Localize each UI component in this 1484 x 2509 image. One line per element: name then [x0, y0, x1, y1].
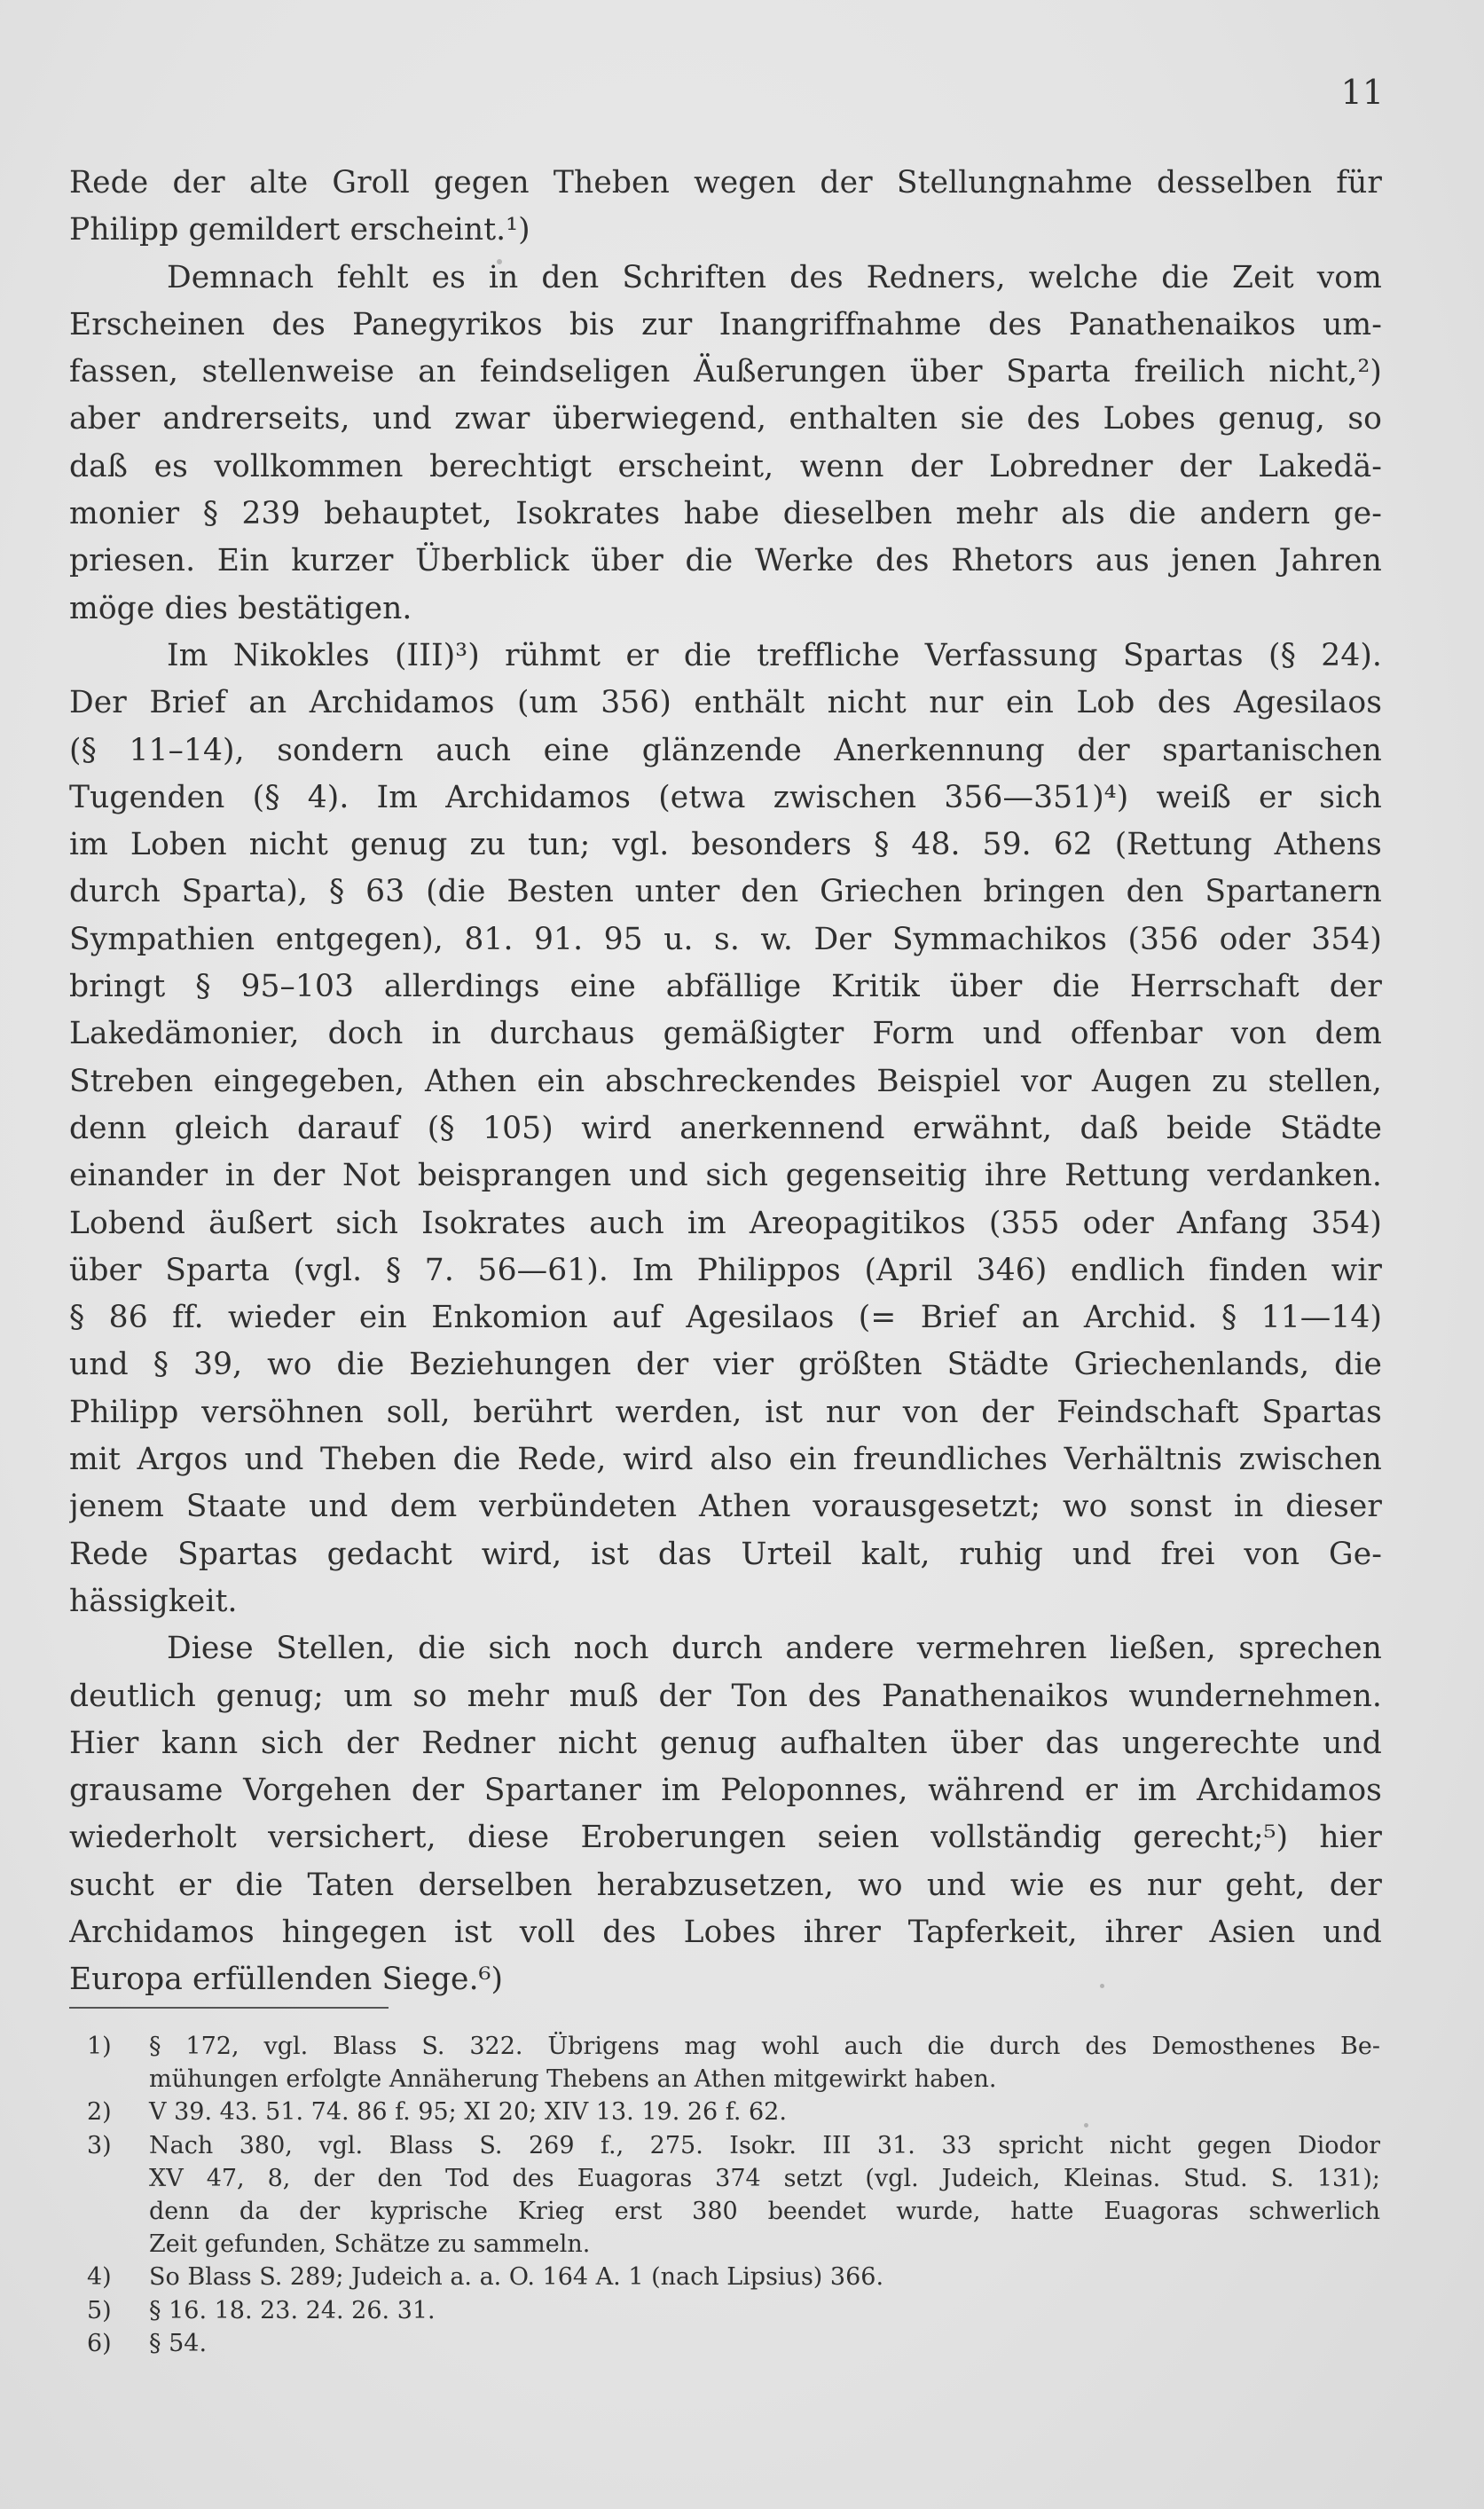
text-line: Lakedämonier, doch in durchaus gemäßigter Form und offenbar von dem — [69, 1016, 1382, 1052]
text-line: fassen, stellenweise an feindseligen Äußerungen über Sparta freilich nicht,²) — [69, 354, 1382, 390]
text-line: aber andrerseits, und zwar überwiegend, enthalten sie des Lobes genug, so — [69, 401, 1382, 437]
text-line: Philipp versöhnen soll, berührt werden, ist nur von der Feindschaft Spartas — [69, 1394, 1382, 1430]
text-line: Sympathien entgegen), 81. 91. 95 u. s. w. Der Symmachikos (356 oder 354) — [69, 921, 1382, 957]
text-line: § 86 ff. wieder ein Enkomion auf Agesilaos (= Brief an Archid. § 11—14) — [69, 1300, 1382, 1336]
text-line: und § 39, wo die Beziehungen der vier größten Städte Griechenlands, die — [69, 1347, 1382, 1383]
footnote-line — [75, 2228, 1380, 2261]
text-line: grausame Vorgehen der Spartaner im Peloponnes, während er im Archidamos — [69, 1773, 1382, 1809]
footnote-marker: 1) — [87, 2033, 112, 2060]
page-number: 11 — [1340, 73, 1384, 112]
footnote-text: § 54. — [149, 2329, 208, 2357]
scan-speck — [1084, 2123, 1088, 2128]
text-line: Rede Spartas gedacht wird, ist das Urteil kalt, ruhig und frei von Ge- — [69, 1536, 1382, 1572]
text-line: im Loben nicht genug zu tun; vgl. besonders § 48. 59. 62 (Rettung Athens — [69, 827, 1382, 863]
footnote-text: XV 47, 8, der den Tod des Euagoras 374 setzt (vgl. Judeich, Kleinas. Stud. S. 131); — [149, 2164, 1380, 2192]
footnote-line — [75, 2063, 1380, 2096]
text-line: Diese Stellen, die sich noch durch andere vermehren ließen, sprechen — [167, 1631, 1382, 1667]
footnote-line — [75, 2129, 1380, 2162]
text-line: über Sparta (vgl. § 7. 56—61). Im Philippos (April 346) endlich finden wir — [69, 1252, 1382, 1288]
text-line: daß es vollkommen berechtigt erscheint, wenn der Lobredner der Lakedä- — [69, 448, 1382, 484]
text-line: Der Brief an Archidamos (um 356) enthält nicht nur ein Lob des Agesilaos — [69, 685, 1382, 721]
footnote-marker: 2) — [87, 2098, 112, 2127]
text-line: Archidamos hingegen ist voll des Lobes ihrer Tapferkeit, ihrer Asien und — [69, 1914, 1382, 1950]
text-line: Im Nikokles (III)³) rühmt er die treffliche Verfassung Spartas (§ 24). — [167, 637, 1382, 673]
main-text-block — [69, 160, 1382, 2004]
text-line: bringt § 95–103 allerdings eine abfällige Kritik über die Herrschaft der — [69, 969, 1382, 1005]
footnote-line — [75, 2327, 1380, 2360]
text-line: Streben eingegeben, Athen ein abschreckendes Beispiel vor Augen zu stellen, — [69, 1063, 1382, 1099]
text-line: durch Sparta), § 63 (die Besten unter den Griechen bringen den Spartanern — [69, 874, 1382, 910]
text-line: Erscheinen des Panegyrikos bis zur Inangriffnahme des Panathenaikos um- — [69, 306, 1382, 342]
text-line: einander in der Not beisprangen und sich gegenseitig ihre Rettung verdanken. — [69, 1158, 1382, 1194]
footnote-line — [75, 2162, 1380, 2195]
text-line: (§ 11–14), sondern auch eine glänzende Anerkennung der spartanischen — [69, 732, 1382, 768]
footnote-text: V 39. 43. 51. 74. 86 f. 95; XI 20; XIV 13. 19. 26 f. 62. — [149, 2098, 787, 2127]
footnote-text: denn da der kyprische Krieg erst 380 beendet wurde, hatte Euagoras schwerlich — [149, 2198, 1380, 2226]
footnotes-block — [75, 2030, 1380, 2360]
text-line: deutlich genug; um so mehr muß der Ton des Panathenaikos wundernehmen. — [69, 1678, 1382, 1714]
text-line: sucht er die Taten derselben herabzusetzen, wo und wie es nur geht, der — [69, 1867, 1382, 1903]
scan-speck — [497, 259, 502, 264]
text-line: priesen. Ein kurzer Überblick über die Werke des Rhetors aus jenen Jahren — [69, 543, 1382, 579]
footnote-text: § 172, vgl. Blass S. 322. Übrigens mag wohl auch die durch des Demosthenes Be- — [149, 2033, 1380, 2060]
text-line: Hier kann sich der Redner nicht genug aufhalten über das ungerechte und — [69, 1725, 1382, 1761]
scan-speck — [1100, 1984, 1104, 1988]
footnote-text: mühungen erfolgte Annäherung Thebens an Athen mitgewirkt haben. — [149, 2065, 997, 2094]
footnote-marker: 4) — [87, 2263, 112, 2292]
footnote-line — [75, 2195, 1380, 2228]
text-line: möge dies bestätigen. — [69, 590, 412, 626]
footnote-text: Zeit gefunden, Schätze zu sammeln. — [149, 2230, 591, 2259]
text-line: mit Argos und Theben die Rede, wird also ein freundliches Verhältnis zwischen — [69, 1442, 1382, 1478]
text-line: Tugenden (§ 4). Im Archidamos (etwa zwischen 356—351)⁴) weiß er sich — [69, 779, 1382, 815]
footnote-text: § 16. 18. 23. 24. 26. 31. — [149, 2296, 436, 2324]
text-line: hässigkeit. — [69, 1583, 238, 1619]
footnote-marker: 5) — [87, 2296, 112, 2324]
footnote-line — [75, 2261, 1380, 2293]
footnote-line — [75, 2294, 1380, 2327]
text-line: denn gleich darauf (§ 105) wird anerkennend erwähnt, daß beide Städte — [69, 1110, 1382, 1146]
text-line: wiederholt versichert, diese Eroberungen seien vollständig gerecht;⁵) hier — [69, 1820, 1382, 1856]
text-line: Lobend äußert sich Isokrates auch im Areopagitikos (355 oder Anfang 354) — [69, 1205, 1382, 1241]
footnote-marker: 6) — [87, 2329, 112, 2357]
footnote-separator-rule — [69, 2007, 389, 2009]
footnote-marker: 3) — [87, 2131, 112, 2159]
footnote-line — [75, 2030, 1380, 2063]
text-line: Rede der alte Groll gegen Theben wegen der Stellungnahme desselben für — [69, 165, 1382, 201]
text-line: monier § 239 behauptet, Isokrates habe dieselben mehr als die andern ge- — [69, 496, 1382, 532]
footnote-line — [75, 2096, 1380, 2128]
text-line: Demnach fehlt es in den Schriften des Redners, welche die Zeit vom — [167, 259, 1382, 295]
text-line: Philipp gemildert erscheint.¹) — [69, 212, 530, 248]
footnote-text: Nach 380, vgl. Blass S. 269 f., 275. Isokr. III 31. 33 spricht nicht gegen Diodor — [149, 2131, 1380, 2159]
text-line: jenem Staate und dem verbündeten Athen vorausgesetzt; wo sonst in dieser — [69, 1489, 1382, 1525]
footnote-text: So Blass S. 289; Judeich a. a. O. 164 A. 1 (nach Lipsius) 366. — [149, 2263, 884, 2292]
text-line: Europa erfüllenden Siege.⁶) — [69, 1962, 504, 1998]
